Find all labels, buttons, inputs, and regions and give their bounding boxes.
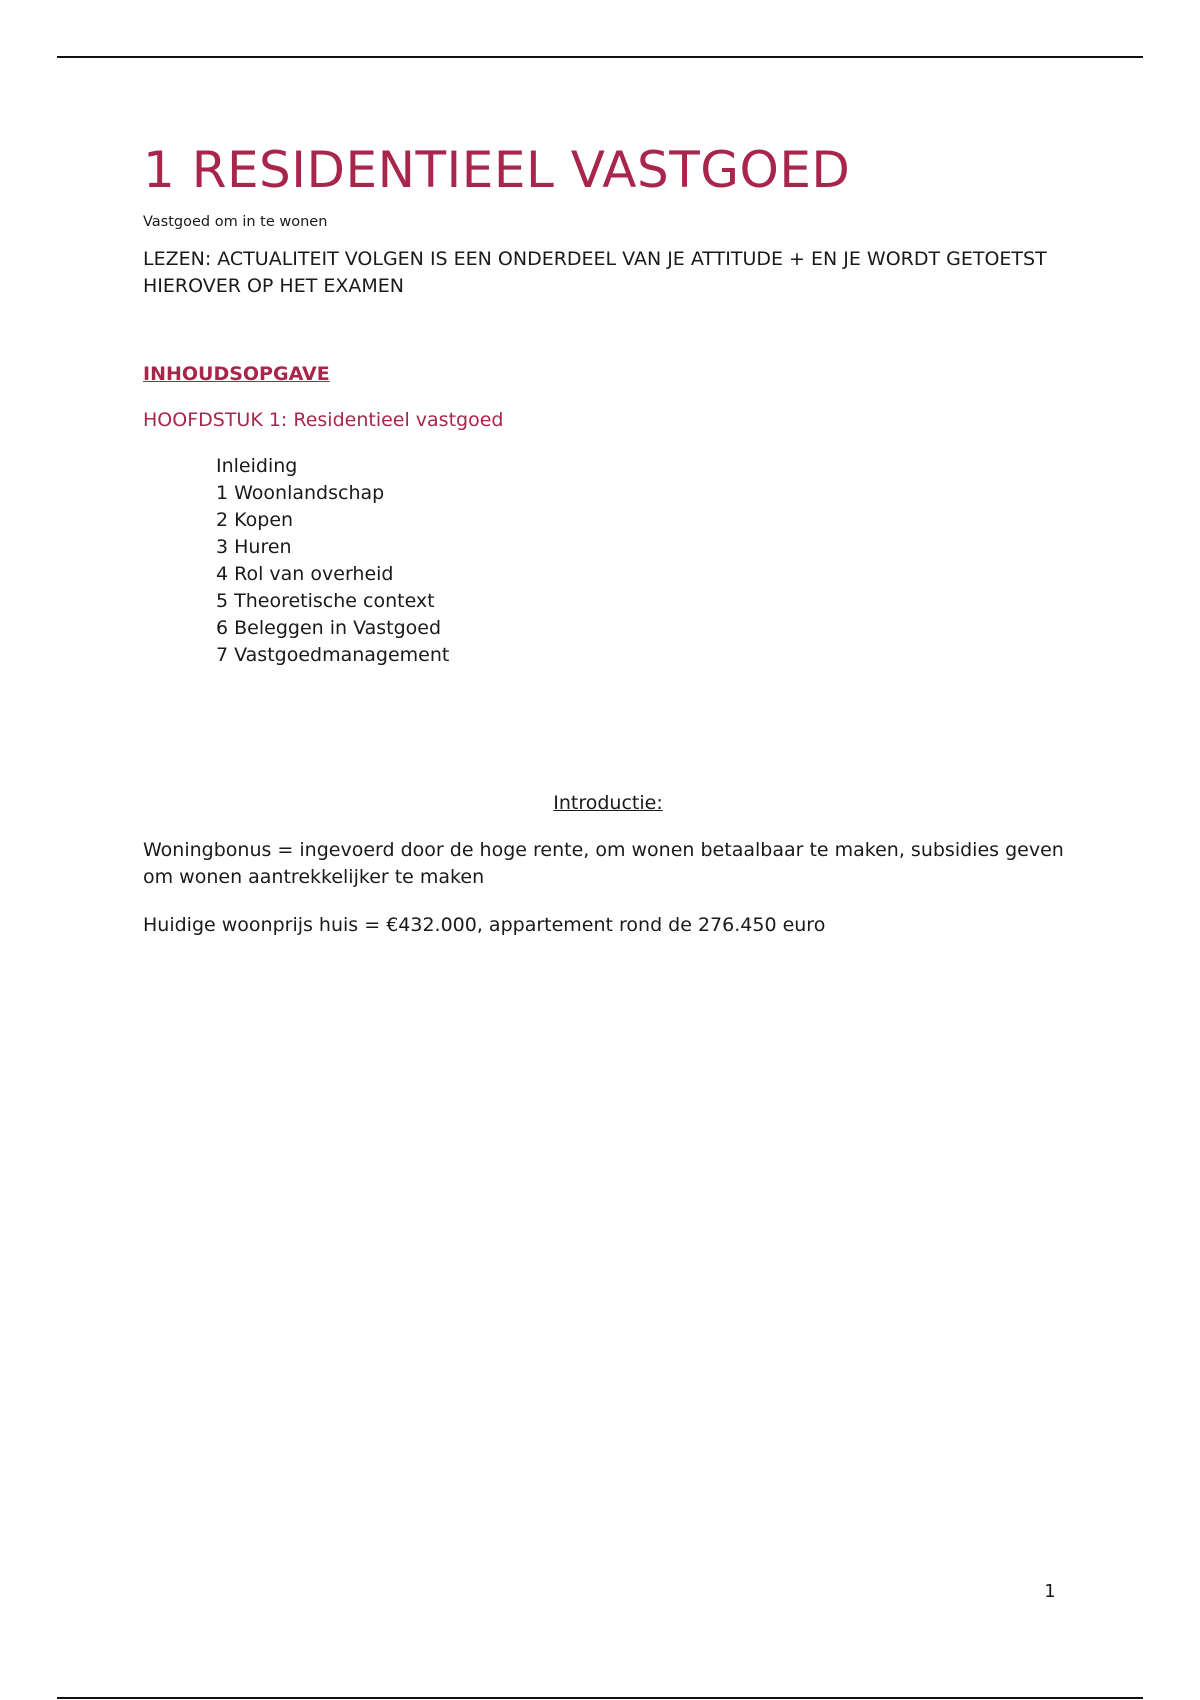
toc-heading: INHOUDSOPGAVE (143, 363, 330, 385)
toc-chapter-title: HOOFDSTUK 1: Residentieel vastgoed (143, 409, 504, 431)
toc-item: 3 Huren (216, 536, 292, 558)
toc-item: 6 Beleggen in Vastgoed (216, 617, 442, 639)
page-top-rule (57, 56, 1143, 58)
document-subtitle: Vastgoed om in te wonen (143, 214, 328, 230)
page-bottom-rule (57, 1697, 1143, 1699)
toc-item: 5 Theoretische context (216, 590, 435, 612)
toc-item: 4 Rol van overheid (216, 563, 394, 585)
toc-item: 7 Vastgoedmanagement (216, 644, 450, 666)
page-content (143, 140, 1073, 939)
toc-item: 2 Kopen (216, 509, 294, 531)
introduction-paragraph: Huidige woonprijs huis = €432.000, appartement rond de 276.450 euro (143, 914, 826, 936)
document-title: 1 RESIDENTIEEL VASTGOED (143, 141, 851, 199)
toc-list (216, 453, 1073, 669)
introduction-paragraph: Woningbonus = ingevoerd door de hoge rente, om wonen betaalbaar te maken, subsidies geven om wonen aantrekkelijker te maken (143, 839, 1064, 888)
reading-notice: LEZEN: ACTUALITEIT VOLGEN IS EEN ONDERDEEL VAN JE ATTITUDE + EN JE WORDT GETOETST HIEROVER OP HET EXAMEN (143, 248, 1047, 297)
page-number: 1 (1044, 1581, 1056, 1602)
toc-item: Inleiding (216, 455, 298, 477)
introduction-heading: Introductie: (553, 792, 663, 814)
toc-item: 1 Woonlandschap (216, 482, 385, 504)
